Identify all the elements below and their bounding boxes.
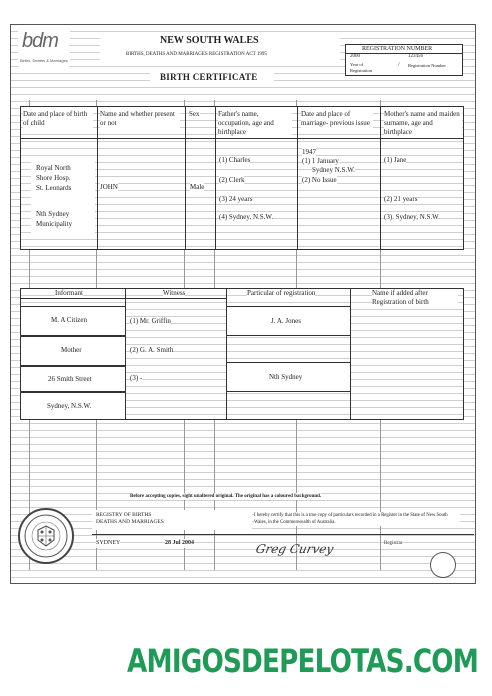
previous-issue: (2) No Issue — [302, 176, 337, 184]
registration-year: 2000 — [350, 54, 360, 59]
informant-name-cell — [20, 306, 126, 336]
informant-name: M. A Citizen — [51, 316, 87, 324]
registration-number-sublabel: Registration Number — [408, 63, 446, 68]
marriage-year: 1947 — [302, 148, 316, 156]
child-name: JOHN — [100, 183, 118, 191]
mother-name: (1) Jane — [384, 156, 407, 164]
registry-name-box — [92, 510, 252, 530]
registrar-cell — [226, 306, 351, 336]
birth-place-line-3: St. Leonards — [36, 184, 72, 192]
informant-street: 26 Smith Street — [48, 375, 92, 383]
informant-relation-cell — [20, 336, 126, 366]
bdm-logo — [18, 30, 70, 72]
col-name: Name and whether present or not — [100, 110, 180, 128]
watermark-area — [0, 636, 492, 696]
seal-emblem-icon — [20, 510, 72, 562]
act-title: BIRTHS, DEATHS AND MARRIAGES REGISTRATION ACT 1995 — [126, 52, 267, 57]
registry-line-1: REGISTRY OF BIRTHS — [96, 512, 152, 518]
state-title-box — [100, 32, 340, 50]
year-label: Year of Registration — [350, 62, 372, 73]
watermark-text: AMIGOSDEPELOTAS.COM — [126, 642, 478, 680]
registration-place-cell — [226, 362, 351, 392]
informant-relation: Mother — [61, 346, 82, 354]
col-date-place: Date and place of birth of child — [23, 110, 93, 128]
witness-2: (2) G. A. Smith — [130, 346, 174, 354]
registration-number-label: REGISTRATION NUMBER — [362, 46, 433, 52]
child-sex: Male — [190, 183, 205, 191]
col-sex: Sex — [189, 110, 200, 118]
col-line — [97, 106, 98, 250]
state-title: NEW SOUTH WALES — [160, 35, 259, 46]
registry-seal — [18, 508, 74, 564]
name-added-label: Name if added after Registration of birth — [372, 289, 458, 307]
issue-city: SYDNEY — [96, 540, 121, 546]
col-line — [297, 106, 298, 250]
registrar-label: Registrar — [384, 541, 403, 546]
logo-text: bdm — [22, 30, 58, 52]
witness-3: (3) - — [130, 374, 143, 382]
birth-place-line-2: Shore Hosp. — [36, 174, 71, 182]
marriage-place: Sydney N.S.W. — [312, 166, 355, 174]
birth-place-line-1: Royal North — [36, 164, 71, 172]
father-name: (1) Charles — [219, 156, 251, 164]
col-father: Father's name, occupation, age and birthplace — [218, 110, 292, 137]
certify-statement: I hereby certify that this is a true copy of particulars recorded in a Register in the State of New South Wales, in the Commonwealth of Australia. — [254, 512, 460, 526]
divider — [346, 53, 462, 54]
informant-street-cell — [20, 366, 126, 392]
birth-place-line-5: Municipality — [36, 220, 73, 228]
informant-city-cell — [20, 392, 126, 420]
father-occupation: (2) Clerk — [219, 176, 245, 184]
mother-age: (2) 21 years — [384, 195, 418, 203]
hologram-circle — [430, 552, 456, 578]
witness-1: (1) Mr. Griffin — [130, 317, 171, 325]
father-birthplace: (4) Sydney, N.S.W. — [219, 213, 274, 221]
slash: / — [398, 62, 400, 68]
col-line — [185, 106, 186, 250]
mother-birthplace: (3). Sydney, N.S.W. — [384, 213, 440, 221]
registration-place: Nth Sydney — [269, 373, 303, 381]
registrar-signature: Greg Curvey — [254, 542, 335, 556]
col-line — [215, 106, 216, 250]
registration-number-box — [345, 44, 463, 76]
registration-number: 123456 — [408, 54, 423, 59]
notice-text: Before accepting copies, sight unaltered original. The original has a coloured background. — [130, 494, 322, 499]
marriage-date: (1) 1 January — [302, 157, 339, 165]
witness-label: Witness — [163, 289, 186, 297]
certificate-title: BIRTH CERTIFICATE — [160, 72, 258, 82]
issue-date: 28 Jul 2004 — [165, 540, 195, 546]
father-age: (3) 24 years — [219, 195, 253, 203]
birth-place-line-4: Nth Sydney — [36, 210, 70, 218]
informant-label: Informant — [55, 289, 83, 297]
registrar-name: J. A. Jones — [271, 317, 301, 325]
footer-divider — [92, 534, 474, 535]
informant-city: Sydney, N.S.W. — [47, 402, 92, 410]
act-title-box — [100, 50, 340, 60]
place-of-birth-cell — [31, 162, 95, 238]
particular-label: Particular of registration — [247, 289, 316, 297]
logo-caption: Births, Deaths & Marriages — [20, 58, 68, 63]
col-marriage: Date and place of marriage- previous issue — [301, 110, 373, 128]
certificate-title-box — [150, 69, 274, 85]
col-line — [380, 106, 381, 250]
registry-line-2: DEATHS AND MARRIAGES — [96, 519, 164, 525]
header-divider — [20, 138, 464, 139]
col-mother: Mother's name and maiden surname, age and birthplace — [384, 110, 462, 137]
header-divider — [20, 298, 226, 299]
